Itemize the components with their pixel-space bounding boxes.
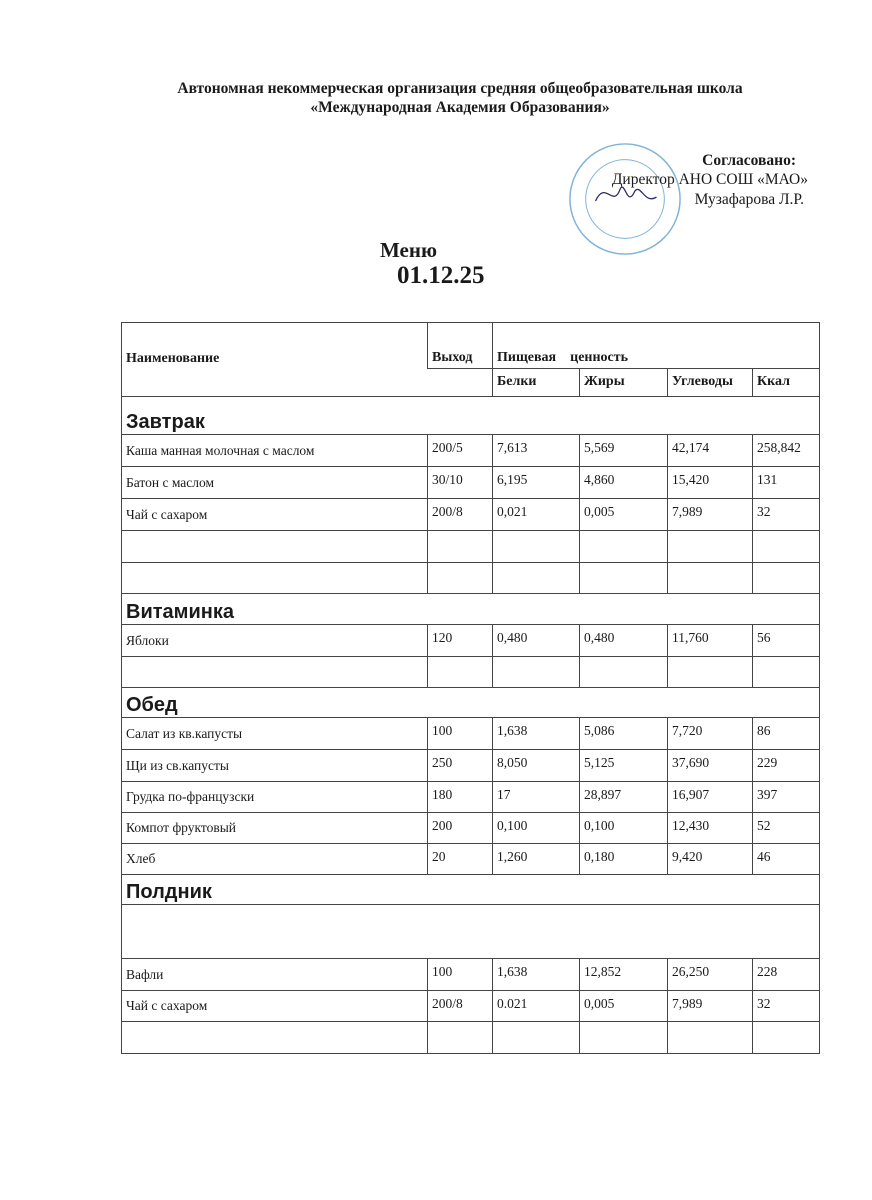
- dish-carbs: 26,250: [668, 959, 753, 991]
- dish-kcal: 56: [753, 625, 820, 657]
- dish-yield: 100: [428, 959, 493, 991]
- dish-kcal: [753, 657, 820, 688]
- dish-fat: [580, 657, 668, 688]
- table-row: [122, 991, 820, 1022]
- dish-name: Вафли: [122, 959, 428, 991]
- dish-fat: 28,897: [580, 782, 668, 813]
- dish-protein: 0,100: [493, 813, 580, 844]
- dish-name: Яблоки: [122, 625, 428, 657]
- dish-kcal: 46: [753, 844, 820, 875]
- column-header-yield: Выход: [428, 323, 493, 369]
- dish-name: [122, 657, 428, 688]
- dish-carbs: 15,420: [668, 467, 753, 499]
- table-row: [122, 1022, 820, 1054]
- dish-fat: 0,005: [580, 499, 668, 531]
- dish-carbs: 7,720: [668, 718, 753, 750]
- dish-carbs: 11,760: [668, 625, 753, 657]
- dish-yield: 180: [428, 782, 493, 813]
- dish-kcal: 32: [753, 499, 820, 531]
- dish-fat: 5,086: [580, 718, 668, 750]
- dish-fat: 4,860: [580, 467, 668, 499]
- table-row: [122, 435, 820, 467]
- dish-carbs: [668, 657, 753, 688]
- dish-name: Щи из св.капусты: [122, 750, 428, 782]
- dish-fat: 5,125: [580, 750, 668, 782]
- approval-label: Согласовано:: [702, 152, 796, 169]
- dish-kcal: [753, 531, 820, 563]
- dish-name: [122, 1022, 428, 1054]
- table-row: [122, 782, 820, 813]
- table-row: [122, 499, 820, 531]
- menu-date: 01.12.25: [397, 262, 485, 289]
- column-header-fat: Жиры: [580, 369, 668, 397]
- table-row: [122, 844, 820, 875]
- dish-protein: 1,260: [493, 844, 580, 875]
- table-row: [122, 657, 820, 688]
- approval-position: Директор АНО СОШ «МАО»: [611, 171, 808, 188]
- table-row: [122, 959, 820, 991]
- dish-name: Чай с сахаром: [122, 499, 428, 531]
- dish-yield: 250: [428, 750, 493, 782]
- dish-carbs: 9,420: [668, 844, 753, 875]
- dish-carbs: 7,989: [668, 991, 753, 1022]
- column-header-protein: Белки: [493, 369, 580, 397]
- dish-kcal: [753, 1022, 820, 1054]
- column-header-nutrition: Пищевая ценность: [493, 323, 820, 369]
- dish-fat: 0,100: [580, 813, 668, 844]
- dish-protein: [493, 657, 580, 688]
- dish-name: Грудка по-французски: [122, 782, 428, 813]
- dish-protein: 6,195: [493, 467, 580, 499]
- dish-carbs: 12,430: [668, 813, 753, 844]
- menu-title: Меню: [380, 238, 438, 262]
- dish-protein: 0,021: [493, 499, 580, 531]
- dish-fat: 0,005: [580, 991, 668, 1022]
- dish-kcal: 52: [753, 813, 820, 844]
- dish-kcal: 258,842: [753, 435, 820, 467]
- dish-protein: [493, 531, 580, 563]
- dish-fat: [580, 531, 668, 563]
- menu-table: [121, 322, 820, 1054]
- dish-yield: 20: [428, 844, 493, 875]
- stamp-icon: [566, 140, 684, 258]
- dish-kcal: 228: [753, 959, 820, 991]
- dish-protein: 0.021: [493, 991, 580, 1022]
- dish-protein: 8,050: [493, 750, 580, 782]
- dish-kcal: 32: [753, 991, 820, 1022]
- column-header-kcal: Ккал: [753, 369, 820, 397]
- dish-fat: [580, 563, 668, 594]
- dish-carbs: 37,690: [668, 750, 753, 782]
- section-title: Завтрак: [122, 397, 820, 435]
- table-row: [122, 531, 820, 563]
- dish-name: Чай с сахаром: [122, 991, 428, 1022]
- dish-protein: 17: [493, 782, 580, 813]
- dish-name: Хлеб: [122, 844, 428, 875]
- dish-yield: 100: [428, 718, 493, 750]
- section-title: Витаминка: [122, 594, 820, 625]
- dish-kcal: [753, 563, 820, 594]
- dish-kcal: 131: [753, 467, 820, 499]
- dish-carbs: [668, 563, 753, 594]
- dish-carbs: 16,907: [668, 782, 753, 813]
- dish-fat: 0,480: [580, 625, 668, 657]
- dish-name: Компот фруктовый: [122, 813, 428, 844]
- dish-carbs: 42,174: [668, 435, 753, 467]
- dish-protein: [493, 1022, 580, 1054]
- table-row: [122, 813, 820, 844]
- dish-kcal: 397: [753, 782, 820, 813]
- dish-yield: [428, 1022, 493, 1054]
- dish-yield: 200/8: [428, 499, 493, 531]
- subheader-row: [122, 369, 820, 397]
- section-row: [122, 875, 820, 905]
- dish-name: Салат из кв.капусты: [122, 718, 428, 750]
- section-title: Обед: [122, 688, 820, 718]
- table-row: [122, 750, 820, 782]
- dish-fat: [580, 1022, 668, 1054]
- dish-yield: 200/8: [428, 991, 493, 1022]
- dish-protein: 1,638: [493, 959, 580, 991]
- dish-name: Каша манная молочная с маслом: [122, 435, 428, 467]
- dish-yield: 120: [428, 625, 493, 657]
- dish-name: Батон с маслом: [122, 467, 428, 499]
- table-row: [122, 718, 820, 750]
- table-row: [122, 563, 820, 594]
- dish-yield: [428, 563, 493, 594]
- approval-name: Музафарова Л.Р.: [694, 191, 804, 208]
- dish-protein: 1,638: [493, 718, 580, 750]
- table-row: [122, 625, 820, 657]
- section-row: [122, 397, 820, 435]
- dish-yield: 200/5: [428, 435, 493, 467]
- dish-carbs: [668, 1022, 753, 1054]
- table-row: [122, 467, 820, 499]
- dish-name: [122, 563, 428, 594]
- column-header-carbs: Углеводы: [668, 369, 753, 397]
- dish-name: [122, 531, 428, 563]
- dish-yield: [428, 657, 493, 688]
- dish-fat: 5,569: [580, 435, 668, 467]
- blank-cell: [122, 905, 820, 959]
- dish-yield: 30/10: [428, 467, 493, 499]
- subheader-blank: [122, 369, 493, 397]
- dish-protein: [493, 563, 580, 594]
- dish-kcal: 86: [753, 718, 820, 750]
- organization-name-quoted: «Международная Академия Образования»: [310, 99, 610, 116]
- section-title: Полдник: [122, 875, 820, 905]
- dish-kcal: 229: [753, 750, 820, 782]
- dish-carbs: 7,989: [668, 499, 753, 531]
- organization-name: Автономная некоммерческая организация средняя общеобразовательная школа: [177, 80, 743, 97]
- dish-protein: 7,613: [493, 435, 580, 467]
- blank-row: [122, 905, 820, 959]
- section-row: [122, 688, 820, 718]
- header-row: [122, 323, 820, 369]
- section-row: [122, 594, 820, 625]
- column-header-name: Наименование: [122, 323, 428, 369]
- dish-yield: [428, 531, 493, 563]
- dish-carbs: [668, 531, 753, 563]
- dish-yield: 200: [428, 813, 493, 844]
- dish-fat: 0,180: [580, 844, 668, 875]
- dish-fat: 12,852: [580, 959, 668, 991]
- dish-protein: 0,480: [493, 625, 580, 657]
